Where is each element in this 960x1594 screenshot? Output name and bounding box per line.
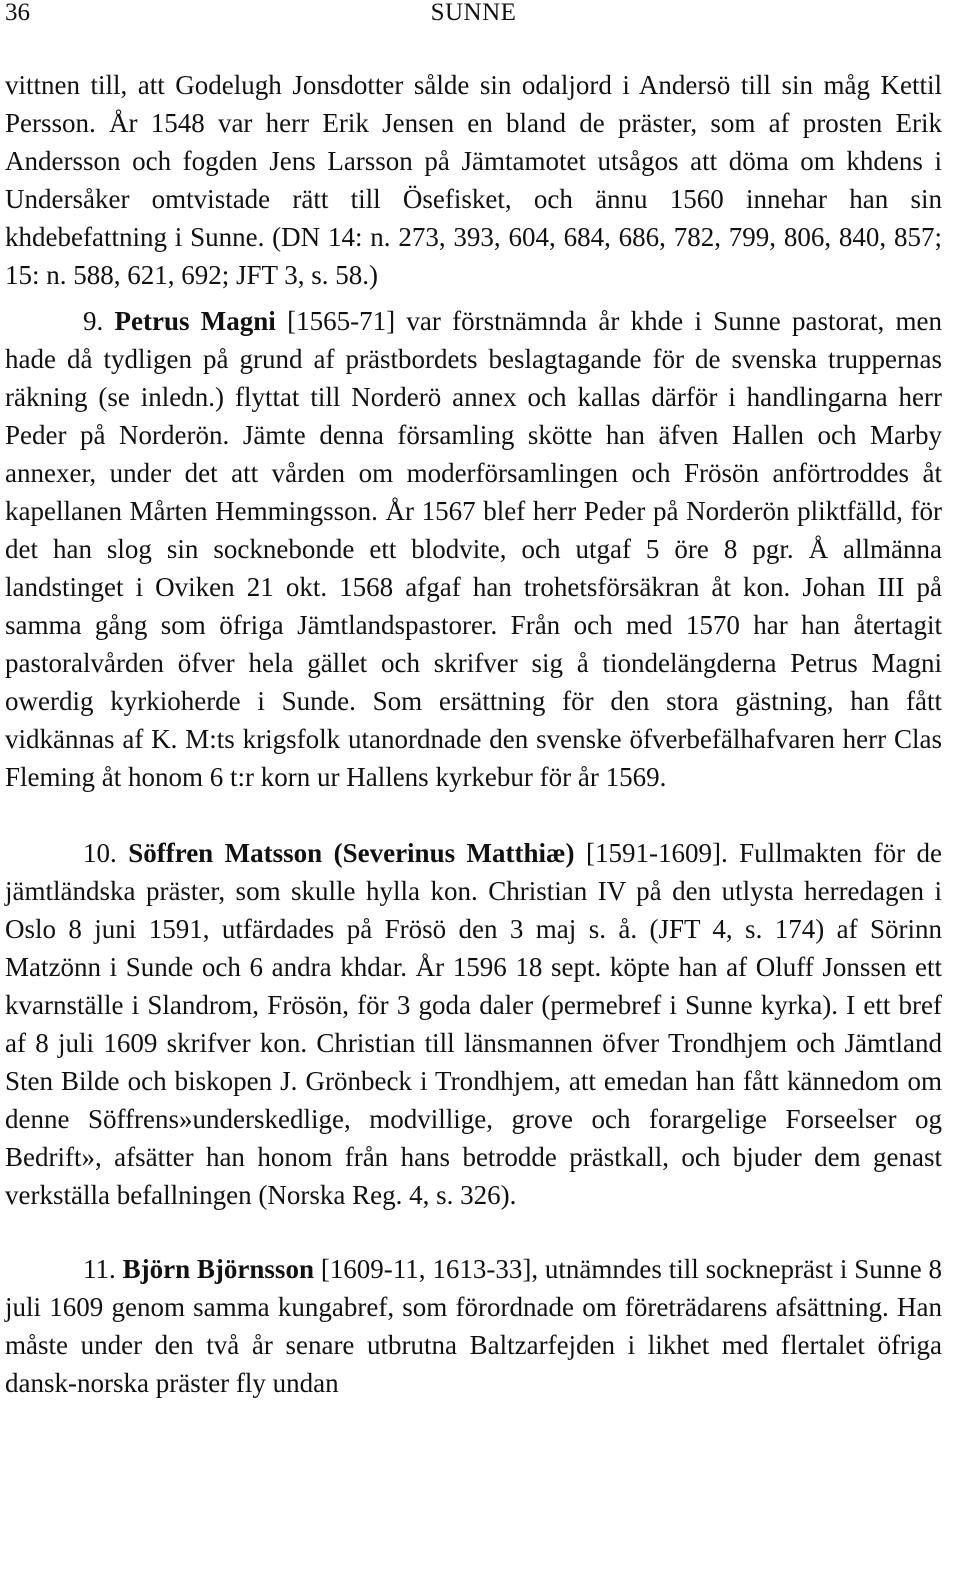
book-page	[5, 0, 942, 1402]
paragraph-continuation	[5, 66, 942, 294]
paragraph-text: vittnen till, att Godelugh Jonsdotter sålde sin odaljord i Andersö till sin måg Kettil Persson. År 1548 var herr Erik Jensen en bland de präster, som af prosten Erik Andersson och fogden Jens Larsson på Jämtamotet utsågos att döma om khdens i Undersåker omtvistade rätt till Ösefisket, och ännu 1560 innehar han sin khdebefattning i Sunne. (DN 14: n. 273, 393, 604, 684, 686, 782, 799, 806, 840, 857; 15: n. 588, 621, 692; JFT 3, s. 58.)	[5, 70, 942, 290]
entry-number: 9.	[83, 306, 104, 336]
entry-number: 11.	[83, 1254, 116, 1284]
body-text	[5, 66, 942, 1402]
entry-number: 10.	[83, 838, 117, 868]
entry-name: Björn Björnsson	[122, 1254, 314, 1284]
entry-soffren-matsson	[5, 834, 942, 1214]
running-title: SUNNE	[430, 0, 517, 26]
entry-name: Söffren Matsson (Severinus Matthiæ)	[128, 838, 575, 868]
entry-text: [1565-71] var förstnämnda år khde i Sunne pastorat, men hade då tydligen på grund af prästbordets beslagtagande för de svenska truppernas räkning (se inledn.) flyttat till Norderö annex och kallas därför i handlingarna herr Peder på Norderön. Jämte denna församling skötte han äfven Hallen och Marby annexer, under det att vården om moderförsamlingen och Frösön anförtroddes åt kapellanen Mårten Hemmingsson. År 1567 blef herr Peder på Norderön pliktfälld, för det han slog sin socknebonde ett blodvite, och utgaf 5 öre 8 pgr. Å allmänna landstinget i Oviken 21 okt. 1568 afgaf han trohetsförsäkran åt kon. Johan III på samma gång som öfriga Jämtlandspastorer. Från och med 1570 har han återtagit pastoralvården öfver hela gället och skrifver sig å tiondelängderna Petrus Magni owerdig kyrkioherde i Sunde. Som ersättning för den stora gästning, han fått vidkännas af K. M:ts krigsfolk utanordnade den svenske öfverbefälhafvaren herr Clas Fleming åt honom 6 t:r korn ur Hallens kyrkebur för år 1569.	[5, 306, 943, 792]
page-number: 36	[5, 0, 30, 26]
entry-text: [1591-1609]. Fullmakten för de jämtländska präster, som skulle hylla kon. Christian IV på den utlysta herredagen i Oslo 8 juni 1591, utfärdades på Frösö den 3 maj s. å. (JFT 4, s. 174) af Sörinn Matzönn i Sunde och 6 andra khdar. År 1596 18 sept. köpte han af Oluff Jonssen ett kvarnställe i Slandrom, Frösön, för 3 goda daler (permebref i Sunne kyrka). I ett bref af 8 juli 1609 skrifver kon. Christian till länsmannen öfver Trondhjem och Jämtland Sten Bilde och biskopen J. Grönbeck i Trondhjem, att emedan han fått kännedom om denne Söffrens»underskedlige, modvillige, grove och forargelige Forseelser og Bedrift», afsätter han honom från hans betrodde prästkall, och bjuder dem genast verkställa befallningen (Norska Reg. 4, s. 326).	[5, 838, 943, 1210]
entry-bjorn-bjornsson	[5, 1250, 942, 1402]
entry-text: [1609-11, 1613-33], utnämndes till socknepräst i Sunne 8 juli 1609 genom samma kungabref, som förordnade om företrädarens afsättning. Han måste under den två år senare utbrutna Baltzarfejden i likhet med flertalet öfriga dansk-norska präster fly undan	[5, 1254, 943, 1398]
page-header	[5, 0, 942, 26]
entry-name: Petrus Magni	[114, 306, 276, 336]
entry-petrus-magni	[5, 302, 942, 796]
